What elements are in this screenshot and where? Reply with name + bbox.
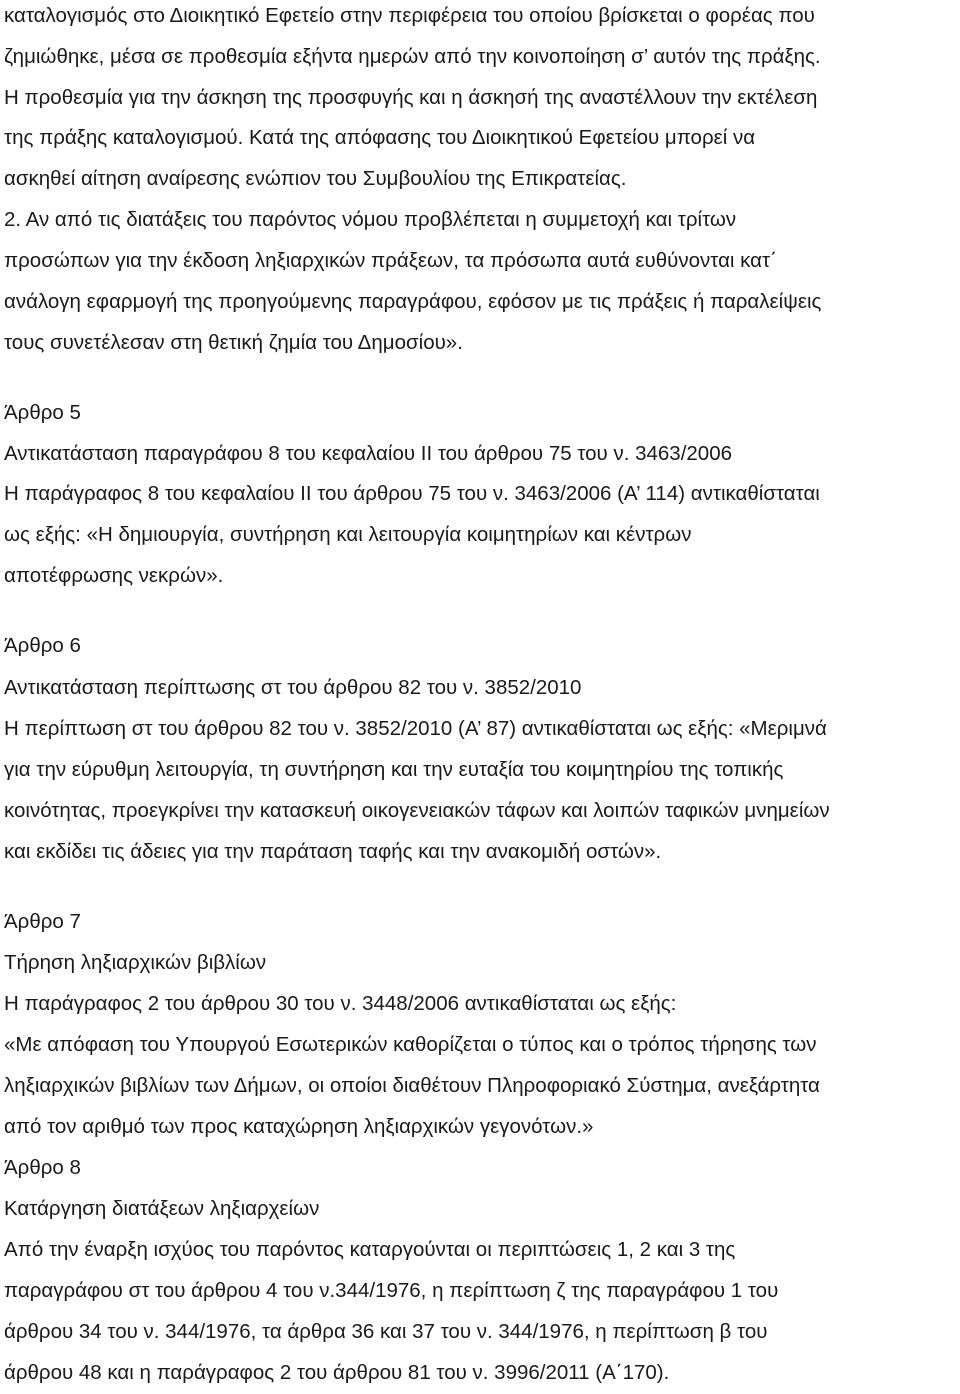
text-line: ληξιαρχικών βιβλίων των Δήμων, οι οποίοι διαθέτουν Πληροφοριακό Σύστημα, ανεξάρτητα [4,1074,820,1097]
text-line: άρθρου 48 και η παράγραφος 2 του άρθρου 81 του ν. 3996/2011 (Α΄170). [4,1361,670,1384]
text-line: 2. Αν από τις διατάξεις του παρόντος νόμου προβλέπεται η συμμετοχή και τρίτων [4,208,737,231]
article-subtitle: Αντικατάσταση παραγράφου 8 του κεφαλαίου ΙΙ του άρθρου 75 του ν. 3463/2006 [4,442,733,465]
text-line: ανάλογη εφαρμογή της προηγούμενης παραγράφου, εφόσον με τις πράξεις ή παραλείψεις [4,290,822,313]
article-heading: Άρθρο 8 [4,1156,81,1179]
text-line: Από την έναρξη ισχύος του παρόντος καταργούνται οι περιπτώσεις 1, 2 και 3 της [4,1238,736,1261]
text-line: προσώπων για την έκδοση ληξιαρχικών πράξεων, τα πρόσωπα αυτά ευθύνονται κατ΄ [4,249,777,272]
text-line: και εκδίδει τις άδειες για την παράταση ταφής και την ανακομιδή οστών». [4,840,662,863]
article-heading: Άρθρο 7 [4,910,81,933]
text-line: Η παράγραφος 8 του κεφαλαίου ΙΙ του άρθρου 75 του ν. 3463/2006 (Α’ 114) αντικαθίσταται [4,482,820,505]
text-line: ως εξής: «Η δημιουργία, συντήρηση και λειτουργία κοιμητηρίων και κέντρων [4,523,692,546]
text-line: Η περίπτωση στ του άρθρου 82 του ν. 3852/2010 (Α’ 87) αντικαθίσταται ως εξής: «Μεριμνά [4,717,827,740]
text-line: της πράξης καταλογισμού. Κατά της απόφασης του Διοικητικού Εφετείου μπορεί να [4,126,756,149]
text-line: «Με απόφαση του Υπουργού Εσωτερικών καθορίζεται ο τύπος και ο τρόπος τήρησης των [4,1033,817,1056]
text-line: κοινότητας, προεγκρίνει την κατασκευή οικογενειακών τάφων και λοιπών ταφικών μνημείων [4,799,830,822]
article-heading: Άρθρο 6 [4,634,81,657]
article-subtitle: Κατάργηση διατάξεων ληξιαρχείων [4,1197,320,1220]
text-line: Η παράγραφος 2 του άρθρου 30 του ν. 3448/2006 αντικαθίσταται ως εξής: [4,992,677,1015]
text-line: τους συνετέλεσαν στη θετική ζημία του Δημοσίου». [4,331,463,354]
text-line: ζημιώθηκε, μέσα σε προθεσμία εξήντα ημερών από την κοινοποίηση σ’ αυτόν της πράξης. [4,45,821,68]
text-line: Η προθεσμία για την άσκηση της προσφυγής και η άσκησή της αναστέλλουν την εκτέλεση [4,86,818,109]
text-line: άρθρου 34 του ν. 344/1976, τα άρθρα 36 και 37 του ν. 344/1976, η περίπτωση β του [4,1320,768,1343]
text-line: αποτέφρωσης νεκρών». [4,564,224,587]
text-line: παραγράφου στ του άρθρου 4 του ν.344/1976, η περίπτωση ζ της παραγράφου 1 του [4,1279,779,1302]
text-line: για την εύρυθμη λειτουργία, τη συντήρηση και την ευταξία του κοιμητηρίου της τοπικής [4,758,784,781]
article-subtitle: Τήρηση ληξιαρχικών βιβλίων [4,951,267,974]
text-line: από τον αριθμό των προς καταχώρηση ληξιαρχικών γεγονότων.» [4,1115,594,1138]
article-heading: Άρθρο 5 [4,401,81,424]
text-line: ασκηθεί αίτηση αναίρεσης ενώπιον του Συμβουλίου της Επικρατείας. [4,167,627,190]
article-subtitle: Αντικατάσταση περίπτωσης στ του άρθρου 82 του ν. 3852/2010 [4,676,582,699]
text-line: καταλογισμός στο Διοικητικό Εφετείο στην περιφέρεια του οποίου βρίσκεται ο φορέας που [4,4,815,27]
